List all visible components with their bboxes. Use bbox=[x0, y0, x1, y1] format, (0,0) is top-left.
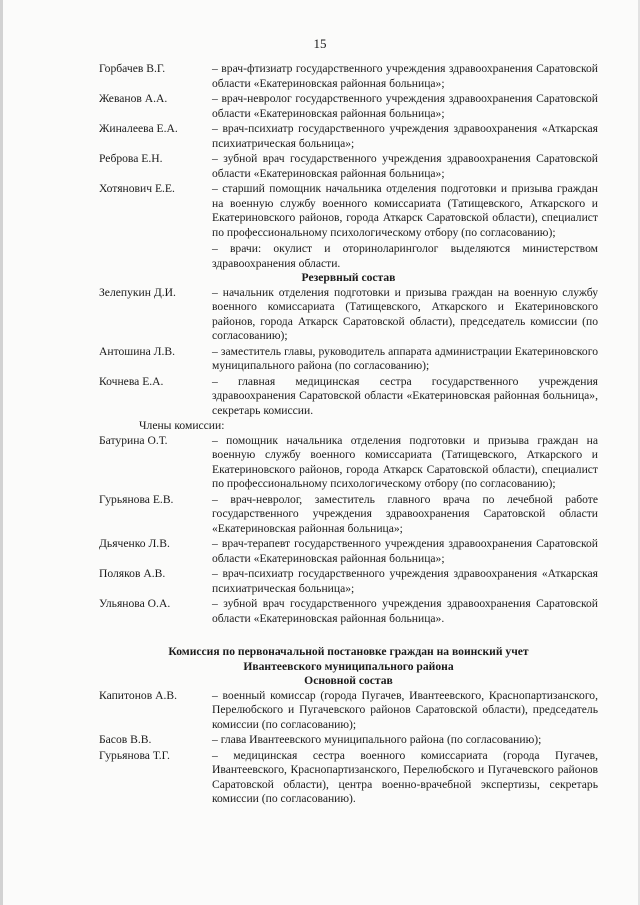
member-role: – глава Ивантеевского муниципального района (по согласованию); bbox=[212, 733, 542, 746]
member-name: Антошина Л.В. bbox=[99, 344, 176, 358]
commission-member-entry bbox=[99, 152, 598, 181]
member-name: Зелепукин Д.И. bbox=[99, 285, 176, 299]
commission-title-line: Ивантеевского муниципального района bbox=[243, 659, 454, 673]
member-role: – врач-невролог, заместитель главного врача по лечебной работе государственного учреждения здравоохранения Саратовской области «Екатериновская районная больница»; bbox=[212, 492, 598, 535]
document-body bbox=[99, 62, 598, 807]
reserve-member-entry bbox=[99, 345, 598, 374]
doctors-note: – врачи: окулист и оториноларинголог выделяются министерством здравоохранения области. bbox=[212, 242, 598, 270]
scan-edge-left bbox=[0, 0, 3, 905]
member-role: – военный комиссар (города Пугачев, Ивантеевского, Краснопартизанского, Перелюбского и Пугачевского районов Саратовской области), председатель комиссии (по согласованию); bbox=[212, 688, 598, 731]
member-name: Дьяченко Л.В. bbox=[99, 537, 170, 550]
member-role: – врач-невролог государственного учреждения здравоохранения Саратовской области «Екатериновская районная больница»; bbox=[212, 92, 598, 120]
member-name: Горбачев В.Г. bbox=[99, 62, 166, 75]
commission-member-entry bbox=[99, 62, 598, 91]
member-role: – врач-психиатр государственного учреждения здравоохранения «Аткарская психиатрическая больница»; bbox=[212, 122, 598, 150]
commission-member-entry bbox=[99, 122, 598, 151]
commission-member-entry bbox=[99, 597, 598, 626]
member-role: – врач-фтизиатр государственного учреждения здравоохранения Саратовской области «Екатериновская районная больница»; bbox=[212, 62, 598, 90]
member-name: Капитонов А.В. bbox=[99, 688, 177, 702]
member-name: Гурьянова Е.В. bbox=[99, 492, 174, 506]
commission-title bbox=[99, 645, 598, 689]
member-role: – старший помощник начальника отделения подготовки и призыва граждан на военную службу военного комиссариата (Татищевского, Аткарского и Екатериновского районов, города Аткарск Саратовской области), специалист по профессиональному психологическому отбору (по согласованию); bbox=[212, 182, 598, 239]
commission-member-entry bbox=[99, 567, 598, 596]
member-name: Кочнева Е.А. bbox=[99, 374, 164, 388]
commission-member-entry bbox=[99, 733, 598, 748]
member-role: – врач-терапевт государственного учреждения здравоохранения Саратовской области «Екатериновская районная больница»; bbox=[212, 537, 598, 565]
member-name: Ульянова О.А. bbox=[99, 597, 171, 610]
commission-member-entry bbox=[99, 92, 598, 121]
member-name: Жиналеева Е.А. bbox=[99, 122, 178, 135]
member-name: Гурьянова Т.Г. bbox=[99, 748, 170, 762]
member-role: – медицинская сестра военного комиссариата (города Пугачев, Ивантеевского, Краснопартизанского, Перелюбского и Пугачевского районов Саратовской области), центра военно-врачебной экспертизы, секретарь комиссии (по согласованию). bbox=[212, 748, 598, 805]
member-name: Поляков А.В. bbox=[99, 567, 166, 580]
member-role: – помощник начальника отделения подготовки и призыва граждан на военную службу военного комиссариата (Татищевского, Аткарского и Екатериновского районов, города Аткарск Саратовской области), специалист по профессиональному психологическому отбору (по согласованию); bbox=[212, 433, 598, 490]
member-role: – главная медицинская сестра государственного учреждения здравоохранения Саратовской области «Екатериновская районная больница», секретарь комиссии. bbox=[212, 374, 598, 417]
member-role: – зубной врач государственного учреждения здравоохранения Саратовской области «Екатериновская районная больница». bbox=[212, 597, 598, 625]
commission-member-entry bbox=[99, 537, 598, 566]
commission-member-entry bbox=[99, 749, 598, 807]
member-name: Басов В.В. bbox=[99, 733, 152, 746]
member-role: – заместитель главы, руководитель аппарата администрации Екатериновского муниципального района (по согласованию); bbox=[212, 344, 598, 372]
member-role: – врач-психиатр государственного учреждения здравоохранения «Аткарская психиатрическая больница»; bbox=[212, 567, 598, 595]
member-name: Жеванов А.А. bbox=[99, 92, 168, 105]
commission-member-entry bbox=[99, 493, 598, 537]
commission-title-line: Комиссия по первоначальной постановке граждан на воинский учет bbox=[168, 645, 529, 658]
members-label: Члены комиссии: bbox=[139, 419, 225, 432]
commission-member-entry bbox=[99, 689, 598, 733]
main-composition-heading: Основной состав bbox=[304, 674, 393, 687]
member-name: Батурина О.Т. bbox=[99, 433, 168, 447]
member-role: – начальник отделения подготовки и призыва граждан на военную службу военного комиссариата (Татищевского, Аткарского и Екатериновского районов, города Аткарск Саратовской области), председатель комиссии (по согласованию); bbox=[212, 285, 598, 342]
member-name: Реброва Е.Н. bbox=[99, 152, 163, 165]
member-role: – зубной врач государственного учреждения здравоохранения Саратовской области «Екатериновская районная больница»; bbox=[212, 152, 598, 180]
commission-member-entry bbox=[99, 182, 598, 240]
page-number: 15 bbox=[313, 36, 327, 51]
commission-member-entry bbox=[99, 434, 598, 492]
reserve-heading: Резервный состав bbox=[301, 271, 396, 284]
reserve-member-entry bbox=[99, 286, 598, 344]
reserve-member-entry bbox=[99, 375, 598, 419]
member-name: Хотянович Е.Е. bbox=[99, 182, 175, 195]
